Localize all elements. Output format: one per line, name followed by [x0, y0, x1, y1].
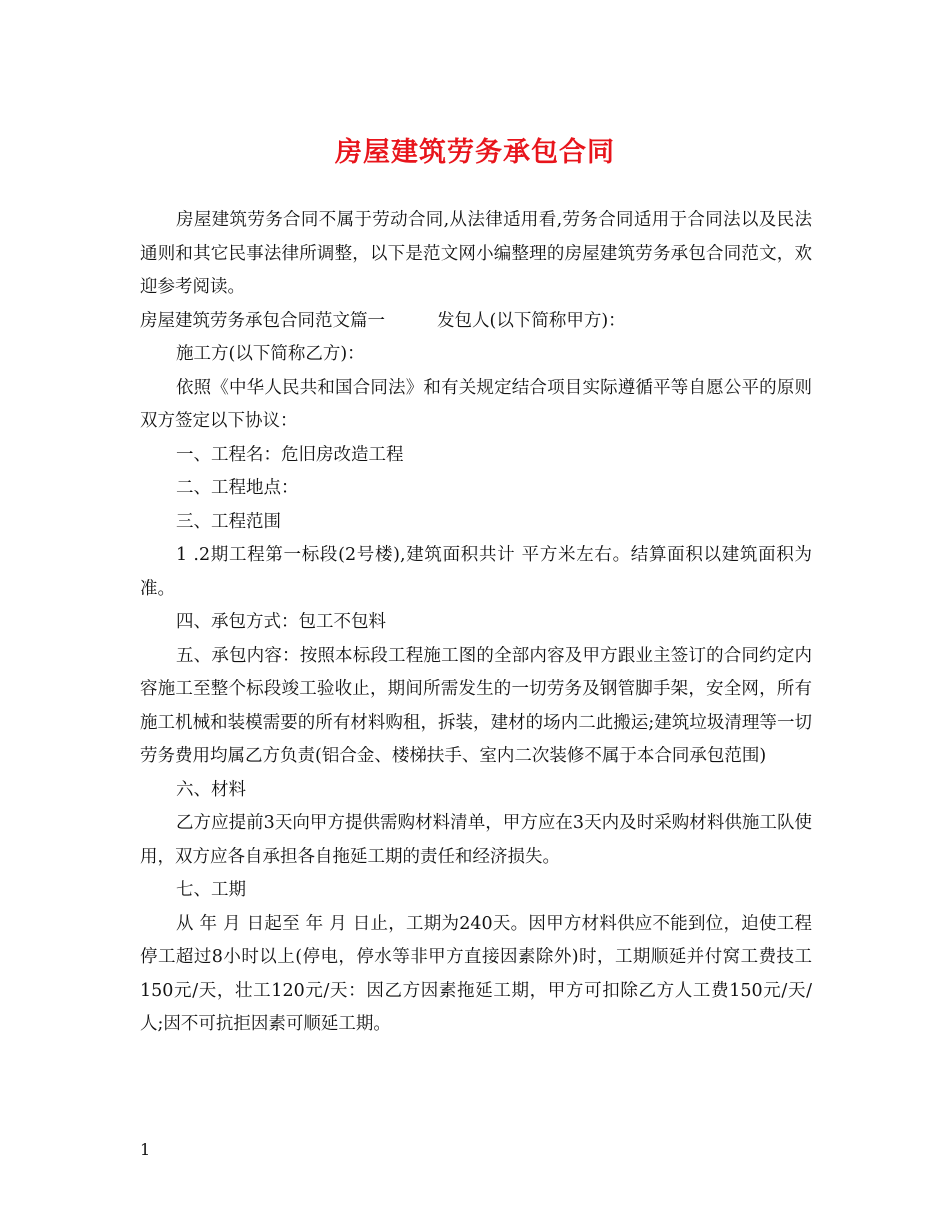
clause-project-location: 二、工程地点：	[176, 478, 299, 498]
section-heading: 房屋建筑劳务承包合同范文篇一	[140, 310, 385, 331]
document-title: 房屋建筑劳务承包合同	[335, 137, 615, 168]
clause-materials-heading: 六、材料	[176, 779, 246, 800]
document-body	[140, 204, 812, 1042]
clause-contract-content: 五、承包内容：按照本标段工程施工图的全部内容及甲方跟业主签订的合同约定内容施工至整个标段竣工验收止，期间所需发生的一切劳务及钢管脚手架，安全网，所有施工机械和装模需要的所有材料购租，拆装，建材的场内二此搬运;建筑垃圾清理等一切劳务费用均属乙方负责(铝合金、楼梯扶手、室内二次装修不属于本合同承包范围)	[140, 645, 812, 766]
clause-materials-text: 乙方应提前3天向甲方提供需购材料清单，甲方应在3天内及时采购材料供施工队使用，双方应各自承担各自拖延工期的责任和经济损失。	[140, 813, 812, 867]
basis-paragraph: 依照《中华人民共和国合同法》和有关规定结合项目实际遵循平等自愿公平的原则双方签定以下协议：	[140, 377, 812, 431]
clause-contract-mode: 四、承包方式：包工不包料	[176, 612, 386, 632]
section-heading-line	[140, 305, 812, 339]
clause-schedule-heading: 七、工期	[176, 880, 246, 900]
page-number: 1	[140, 1140, 151, 1159]
intro-paragraph: 房屋建筑劳务合同不属于劳动合同,从法律适用看,劳务合同适用于合同法以及民法通则和其它民事法律所调整，以下是范文网小编整理的房屋建筑劳务承包合同范文，欢迎参考阅读。	[140, 210, 812, 297]
clause-scope-text: 1 .2期工程第一标段(2号楼),建筑面积共计 平方米左右。结算面积以建筑面积为准。	[140, 545, 812, 599]
clause-scope-heading: 三、工程范围	[176, 511, 281, 532]
clause-schedule-text: 从 年 月 日起至 年 月 日止，工期为240天。因甲方材料供应不能到位，迫使工程停工超过8小时以上(停电，停水等非甲方直接因素除外)时，工期顺延并付窝工费技工150元/天，壮工120元/天：因乙方因素拖延工期，甲方可扣除乙方人工费150元/天/人;因不可抗拒因素可顺延工期。	[140, 913, 812, 1034]
contractor-label: 施工方(以下简称乙方)：	[176, 344, 365, 364]
clause-project-name: 一、工程名：危旧房改造工程	[176, 444, 404, 465]
employer-label: 发包人(以下简称甲方)：	[437, 310, 626, 331]
